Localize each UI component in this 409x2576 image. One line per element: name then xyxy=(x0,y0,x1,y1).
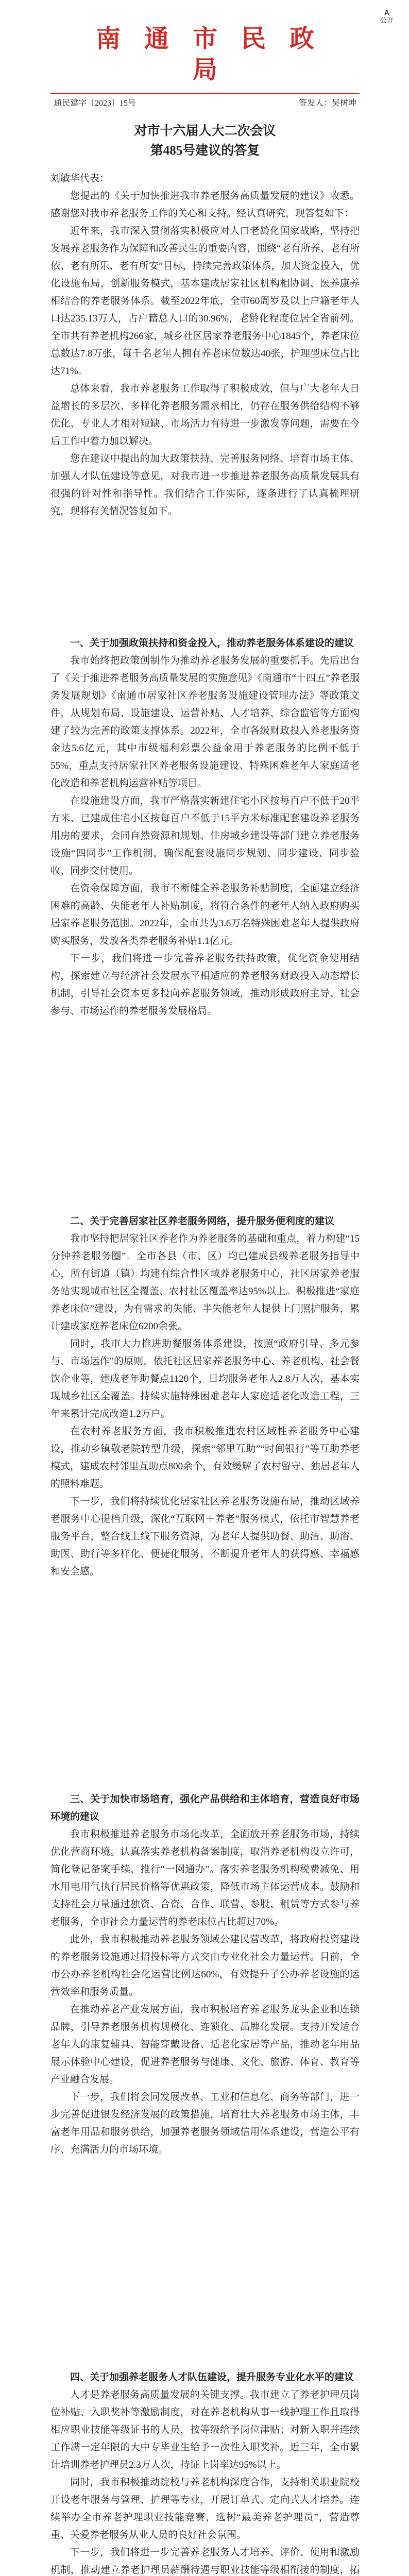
body-paragraph: 下一步，我们将会同发展改革、工业和信息化、商务等部门，进一步完善促进银发经济发展的政策措施，培育壮大养老服务市场主体，丰富老年用品和服务供给，加强养老服务领域信用体系建设，营造公平有序、充满活力的市场环境。 xyxy=(50,2092,360,2155)
body-paragraph: 此外，我市积极推动养老服务领域公建民营改革，将政府投资建设的养老服务设施通过招投标等方式交由专业化社会力量运营。目前，全市公办养老机构社会化运营比例达60%，有效提升了公办养老设施的运营效率和服务质量。 xyxy=(50,1934,360,1997)
page-3 xyxy=(0,1156,409,1734)
title-line-2: 第485号建议的答复 xyxy=(150,144,260,158)
addressee: 刘敏华代表： xyxy=(50,173,110,184)
page-2 xyxy=(0,578,409,1156)
document-number-line xyxy=(50,97,360,110)
body-paragraph: 我市积极推进养老服务市场化改革，全面放开养老服务市场，持续优化营商环境。认真落实养老机构备案制度，取消养老机构设立许可，简化登记备案手续，推行“一网通办”。落实养老服务机构税费减免、用水用电用气执行居民价格等优惠政策，降低市场主体运营成本。鼓励和支持社会力量通过独资、合资、合作、联营、参股、租赁等方式参与养老服务，全市社会力量运营的养老床位占比超过70%。 xyxy=(50,1829,360,1927)
document-number: 通民建字〔2023〕15号 xyxy=(54,99,137,108)
body-paragraph: 总体来看，我市养老服务工作取得了积极成效，但与广大老年人日益增长的多层次、多样化养老服务需求相比，仍存在服务供给结构不够优化、专业人才相对短缺、市场活力有待进一步激发等问题，需要在今后工作中着力加以解决。 xyxy=(50,383,360,447)
body-paragraph: 下一步，我们将持续优化居家社区养老服务设施布局，推动区域养老服务中心提档升级，深化“互联网＋养老”服务模式，依托市智慧养老服务平台，整合线上线下服务资源，为老年人提供助餐、助洁、助浴、助医、助行等多样化、便捷化服务，不断提升老年人的获得感、幸福感和安全感。 xyxy=(50,1496,360,1577)
section-heading: 四、关于加强养老服务人才队伍建设，提升服务专业化水平的建议 xyxy=(70,2372,354,2383)
body-paragraph: 您在建议中提出的加大政策扶持、完善服务网络、培育市场主体、加强人才队伍建设等意见，对我市进一步推进养老服务高质量发展具有很强的针对性和指导性。我们结合工作实际，逐条进行了认真梳理研究，现将有关情况答复如下。 xyxy=(50,453,360,517)
disclosure-mark xyxy=(380,8,394,25)
body-paragraph: 您提出的《关于加快推进我市养老服务高质量发展的建议》收悉。感谢您对我市养老服务工作的关心和支持。经认真研究，现答复如下： xyxy=(50,191,360,219)
document-title xyxy=(50,122,360,161)
body-paragraph: 在农村养老服务方面，我市积极推进农村区域性养老服务中心建设，推动乡镇敬老院转型升级，探索“邻里互助”“时间银行”等互助养老模式，建成农村邻里互助点800余个，有效缓解了农村留守、独居老年人的照料难题。 xyxy=(50,1426,360,1489)
page-4 xyxy=(0,1734,409,2312)
page-1 xyxy=(0,0,409,578)
page-5 xyxy=(0,2312,409,2576)
body-paragraph: 下一步，我们将进一步完善养老服务人才培养、评价、使用和激励机制，推动建立养老护理员薪酬待遇与职业技能等级相衔接的制度，拓 xyxy=(50,2547,360,2575)
body-paragraph: 同时，我市积极推动院校与养老机构深度合作，支持相关职业院校开设老年服务与管理、护理等专业，开展订单式、定向式人才培养。连续举办全市养老护理职业技能竞赛，选树“最美养老护理员”，营造尊重、关爱养老服务从业人员的良好社会氛围。 xyxy=(50,2477,360,2540)
body-paragraph: 我市坚持把居家社区养老作为养老服务的基础和重点，着力构建“15分钟养老服务圈”。全市各县（市、区）均已建成县级养老服务指导中心，所有街道（镇）均建有综合性区域养老服务中心，社区居家养老服务站实现城市社区全覆盖、农村社区覆盖率达95%以上。积极推进“家庭养老床位”建设，为有需求的失能、半失能老年人提供上门照护服务，累计建成家庭养老床位6200余张。 xyxy=(50,1233,360,1332)
body-paragraph: 下一步，我们将进一步完善养老服务扶持政策，优化资金使用结构，探索建立与经济社会发展水平相适应的养老服务财政投入动态增长机制，引导社会资本更多投向养老服务领域，推动形成政府主导、社会参与、市场运作的养老服务发展格局。 xyxy=(50,953,360,1016)
body-paragraph: 在设施建设方面，我市严格落实新建住宅小区按每百户不低于20平方米、已建成住宅小区按每百户不低于15平方米标准配套建设养老服务用房的要求，会同自然资源和规划、住房城乡建设等部门建立养老服务设施“四同步”工作机制，确保配套设施同步规划、同步建设、同步验收、同步交付使用。 xyxy=(50,795,360,876)
disclosure-label: 公开 xyxy=(380,16,394,24)
body-paragraph: 近年来，我市深入贯彻落实积极应对人口老龄化国家战略，坚持把发展养老服务作为保障和改善民生的重要内容，围绕“老有所养、老有所依、老有所乐、老有所安”目标，持续完善政策体系，加大资金投入，优化设施布局，创新服务模式，基本建成居家社区机构相协调、医养康养相结合的养老服务体系。截至2022年底，全市60周岁及以上户籍老年人口达235.13万人，占户籍总人口的30.96%，老龄化程度位居全省前列。全市共有养老机构266家，城乡社区居家养老服务中心1845个，养老床位总数达7.8万张，每千名老年人拥有养老床位数达40张，护理型床位占比达71%。 xyxy=(50,226,360,377)
section-heading: 一、关于加强政策扶持和资金投入，推动养老服务体系建设的建议 xyxy=(70,638,354,649)
section-heading: 三、关于加快市场培育，强化产品供给和主体培育，营造良好市场环境的建议 xyxy=(50,1794,360,1822)
body-paragraph: 同时，我市大力推进助餐服务体系建设，按照“政府引导、多元参与、市场运作”的原则，依托社区居家养老服务中心、养老机构、社会餐饮企业等，建成老年助餐点1120个，日均服务老年人2.8万人次，基本实现城乡社区全覆盖。持续实施特殊困难老年人家庭适老化改造工程，三年来累计完成改造1.2万户。 xyxy=(50,1338,360,1419)
body-paragraph: 我市始终把政策创制作为推动养老服务发展的重要抓手。先后出台了《关于推进养老服务高质量发展的实施意见》《南通市“十四五”养老服务发展规划》《南通市居家社区养老服务设施建设管理办法》等政策文件，从规划布局、设施建设、运营补贴、人才培养、综合监管等方面构建了较为完善的政策支撑体系。2022年，全市各级财政投入养老服务资金达5.6亿元，其中市级福利彩票公益金用于养老服务的比例不低于55%，重点支持居家社区养老服务设施建设、特殊困难老年人家庭适老化改造和养老机构运营补贴等项目。 xyxy=(50,655,360,789)
red-separator-line xyxy=(50,93,360,94)
signer: 签发人：吴树坤 xyxy=(298,99,356,108)
body-paragraph: 在资金保障方面，我市不断健全养老服务补贴制度，全面建立经济困难的高龄、失能老年人补贴制度，将符合条件的老年人纳入政府购买居家养老服务范围。2022年，全市共为3.6万名特殊困难老年人提供政府购买服务，发放各类养老服务补贴1.1亿元。 xyxy=(50,883,360,946)
body-paragraph: 在推动养老产业发展方面，我市积极培育养老服务龙头企业和连锁品牌，引导养老服务机构规模化、连锁化、品牌化发展。支持开发适合老年人的康复辅具、智能穿戴设备、适老化家居等产品，推动老年用品展示体验中心建设，促进养老服务与健康、文化、旅游、体育、教育等产业融合发展。 xyxy=(50,2004,360,2085)
issuing-organization-header: 南通市民政局 xyxy=(95,25,338,83)
title-line-1: 对市十六届人大二次会议 xyxy=(134,124,276,138)
disclosure-class: A xyxy=(384,8,390,16)
section-heading: 二、关于完善居家社区养老服务网络，提升服务便利度的建议 xyxy=(70,1216,335,1227)
body-paragraph: 人才是养老服务高质量发展的关键支撑。我市建立了养老护理员岗位补贴、入职奖补等激励制度，对在养老机构从事一线护理工作且取得相应职业技能等级证书的人员，按等级给予岗位津贴；对新入职并连续工作满一定年限的大中专毕业生给予一次性入职奖补。近三年，全市累计培训养老护理员2.3万人次，持证上岗率达95%以上。 xyxy=(50,2389,360,2470)
